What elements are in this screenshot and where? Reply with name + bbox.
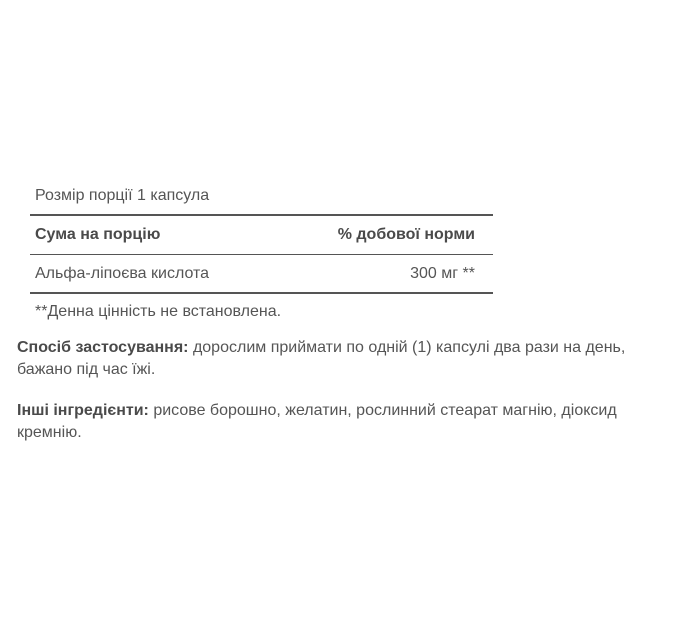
- other-ingredients-paragraph: [17, 400, 667, 444]
- amount-per-serving-header: Сума на порцію: [35, 226, 161, 243]
- daily-value-header: % добової норми: [337, 226, 475, 243]
- usage-text: дорослим приймати по одній (1) капсулі два рази на день, бажано під час їжі.: [17, 339, 626, 378]
- ingredient-name: Альфа-ліпоєва кислота: [35, 264, 210, 282]
- other-ingredients-label: Інші інгредієнти:: [17, 402, 149, 419]
- table-row: [30, 255, 493, 294]
- daily-value-footnote: **Денна цінність не встановлена.: [35, 303, 282, 320]
- usage-paragraph: [17, 337, 667, 381]
- table-header: [30, 216, 493, 255]
- supplement-facts-table: [30, 178, 493, 330]
- ingredient-amount: 300 мг **: [410, 264, 475, 282]
- serving-size: Розмір порції 1 капсула: [30, 178, 493, 216]
- usage-label: Спосіб застосування:: [17, 339, 189, 356]
- other-ingredients-text: рисове борошно, желатин, рослинний стеарат магнію, діоксид кремнію.: [17, 402, 617, 441]
